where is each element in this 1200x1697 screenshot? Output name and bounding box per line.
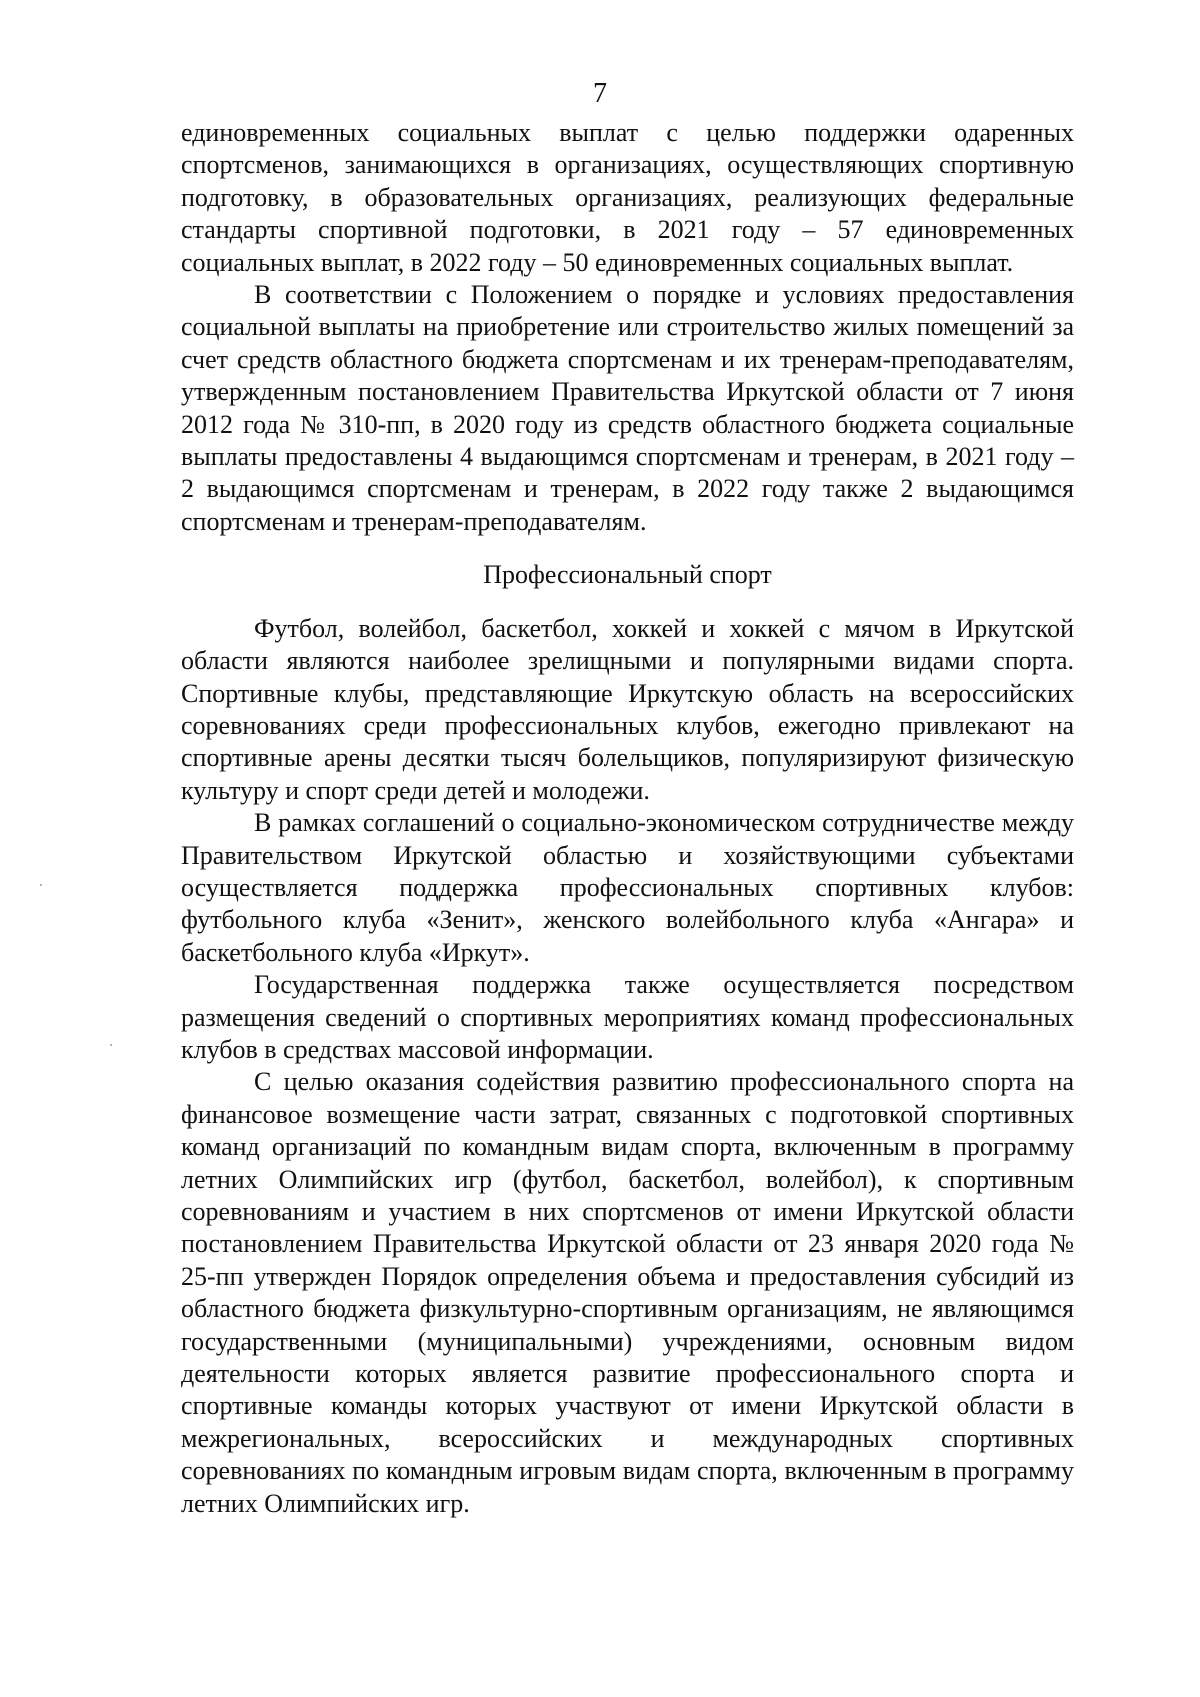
page-number: 7 — [593, 78, 607, 109]
paragraph-club-support: В рамках соглашений о социально-экономическом сотрудничестве между Правительством Иркутской областью и хозяйствующими субъектами осуществляется поддержка профессиональных спортивных клубов: футбольного клуба «Зенит», женского волейбольного клуба «Ангара» и баскетбольного клуба «Иркут». — [181, 808, 1074, 967]
document-body — [181, 117, 1074, 1520]
paragraph-state-support: Государственная поддержка также осуществляется посредством размещения сведений о спортивных мероприятиях команд профессиональных клубов в средствах массовой информации. — [181, 970, 1074, 1064]
scan-speck — [110, 1044, 112, 1046]
scan-speck — [40, 884, 42, 886]
section-heading: Профессиональный спорт — [483, 560, 772, 590]
paragraph-continuation: единовременных социальных выплат с целью поддержки одаренных спортсменов, занимающихся в организациях, осуществляющих спортивную подготовку, в образовательных организациях, реализующих федеральные стандарты спортивной подготовки, в 2021 году – 57 единовременных социальных выплат, в 2022 году – 50 единовременных социальных выплат. — [181, 118, 1074, 277]
paragraph-subsidies: С целью оказания содействия развитию профессионального спорта на финансовое возмещение части затрат, связанных с подготовкой спортивных команд организаций по командным видам спорта, включенным в программу летних Олимпийских игр (футбол, баскетбол, волейбол), к спортивным соревнованиям и участием в них спортсменов от имени Иркутской области постановлением Правительства Иркутской области от 23 января 2020 года № 25-пп утвержден Порядок определения объема и предоставления субсидий из областного бюджета физкультурно-спортивным организациям, не являющимся государственными (муниципальными) учреждениями, основным видом деятельности которых является развитие профессионального спорта и спортивные команды которых участвуют от имени Иркутской области в межрегиональных, всероссийских и международных спортивных соревнованиях по командным игровым видам спорта, включенным в программу летних Олимпийских игр. — [181, 1067, 1074, 1518]
paragraph-popular-sports: Футбол, волейбол, баскетбол, хоккей и хоккей с мячом в Иркутской области являются наиболее зрелищными и популярными видами спорта. Спортивные клубы, представляющие Иркутскую область на всероссийских соревнованиях среди профессиональных клубов, ежегодно привлекают на спортивные арены десятки тысяч болельщиков, популяризируют физическую культуру и спорт среди детей и молодежи. — [181, 613, 1074, 805]
paragraph-housing-payments: В соответствии с Положением о порядке и условиях предоставления социальной выплаты на приобретение или строительство жилых помещений за счет средств областного бюджета спортсменам и их тренерам-преподавателям, утвержденным постановлением Правительства Иркутской области от 7 июня 2012 года № 310-пп, в 2020 году из средств областного бюджета социальные выплаты предоставлены 4 выдающимся спортсменам и тренерам, в 2021 году – 2 выдающимся спортсменам и тренерам, в 2022 году также 2 выдающимся спортсменам и тренерам-преподавателям. — [181, 280, 1074, 536]
